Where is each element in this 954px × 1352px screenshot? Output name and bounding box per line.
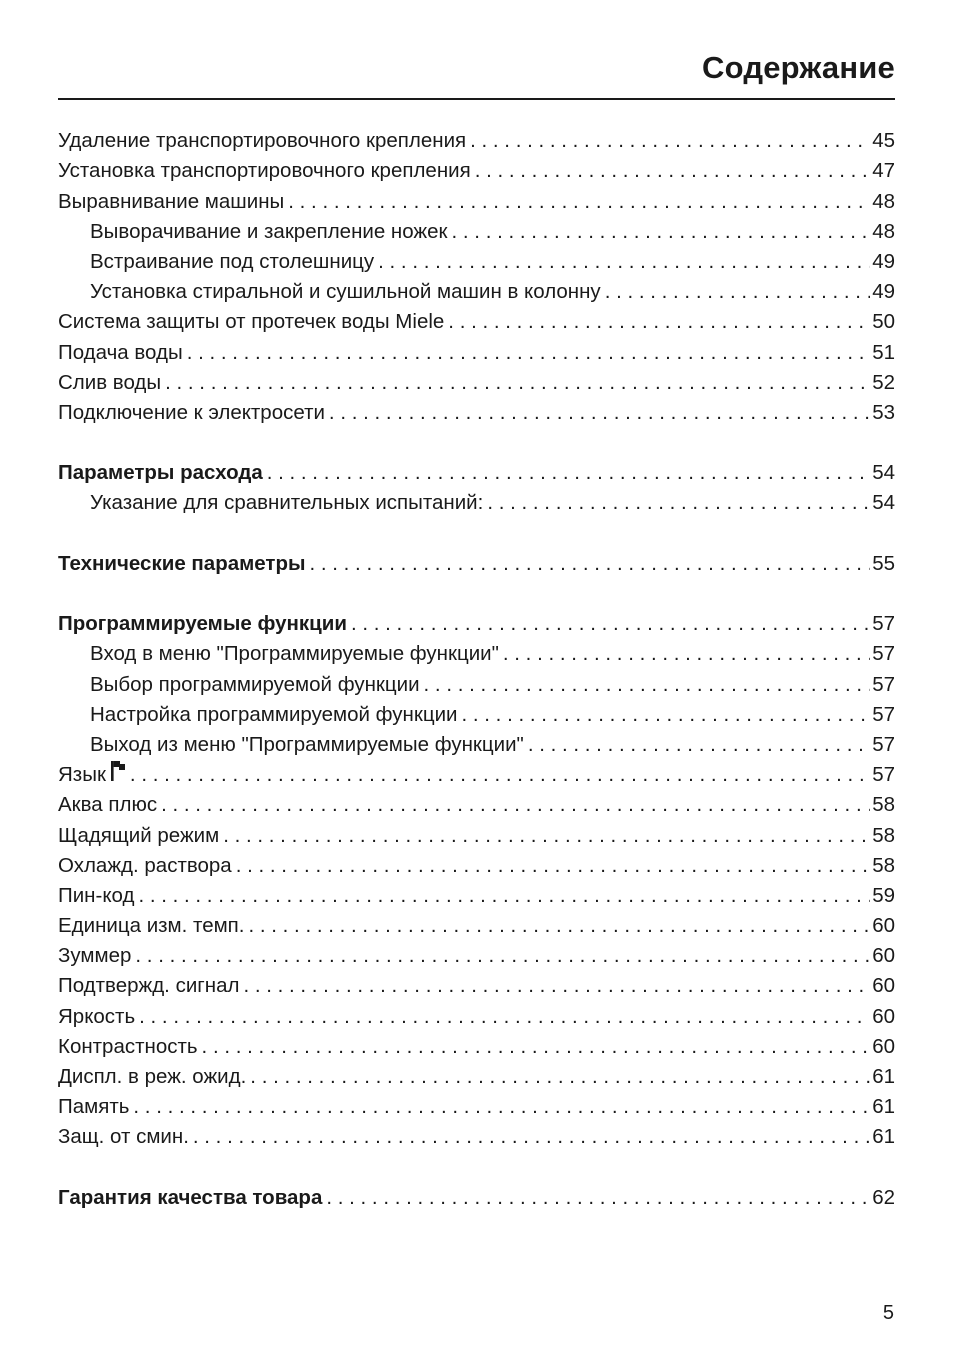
- dot-leader: [138, 882, 870, 910]
- toc-entry[interactable]: [58, 548, 895, 578]
- toc-entry-page: 61: [872, 1095, 895, 1119]
- toc-entry[interactable]: [58, 850, 895, 880]
- dot-leader: [202, 1033, 871, 1061]
- toc-entry-page: 48: [872, 189, 895, 213]
- toc-entry-label: Программируемые функции: [58, 612, 347, 636]
- toc-entry[interactable]: [58, 1121, 895, 1151]
- toc-entry-label: Единица изм. темп.: [58, 914, 245, 938]
- toc-entry[interactable]: [58, 487, 895, 517]
- dot-leader: [223, 822, 870, 850]
- toc-entry[interactable]: [58, 940, 895, 970]
- toc-entry-label: Защ. от смин.: [58, 1125, 189, 1149]
- toc-entry-page: 50: [872, 310, 895, 334]
- toc-entry-label: Диспл. в реж. ожид.: [58, 1065, 247, 1088]
- toc-entry[interactable]: [58, 668, 895, 698]
- toc-entry-label: Параметры расхода: [58, 461, 263, 485]
- dot-leader: [161, 791, 870, 819]
- toc-entry[interactable]: [58, 699, 895, 729]
- toc-entry[interactable]: [58, 185, 895, 215]
- toc-entry-label: Аква плюс: [58, 793, 158, 817]
- toc-entry[interactable]: [58, 1031, 895, 1061]
- dot-leader: [193, 1123, 870, 1151]
- toc-entry[interactable]: [58, 125, 895, 155]
- dot-leader: [267, 459, 870, 487]
- toc-entry-page: 48: [872, 219, 895, 243]
- dot-leader: [329, 399, 870, 427]
- toc-entry[interactable]: [58, 246, 895, 276]
- dot-leader: [135, 942, 870, 970]
- toc-entry-label: Выход из меню "Программируемые функции": [90, 732, 524, 756]
- toc-entry-page: 60: [872, 974, 895, 998]
- dot-leader: [470, 127, 870, 155]
- dot-leader: [248, 912, 870, 940]
- dot-leader: [351, 610, 870, 638]
- dot-leader: [243, 972, 870, 1000]
- toc-entry[interactable]: [58, 880, 895, 910]
- toc-entry[interactable]: [58, 819, 895, 849]
- toc-entry-page: 57: [872, 702, 895, 726]
- dot-leader: [462, 701, 871, 729]
- toc-entry-label: Гарантия качества товара: [58, 1185, 323, 1209]
- toc-entry-page: 60: [872, 944, 895, 968]
- toc-entry[interactable]: [58, 1000, 895, 1030]
- flag-icon: [110, 760, 126, 782]
- toc-entry-label: Удаление транспортировочного крепления: [58, 129, 467, 153]
- toc-entry-page: 45: [872, 129, 895, 153]
- toc-entry-page: 53: [872, 400, 895, 424]
- dot-leader: [309, 550, 870, 578]
- toc-entry[interactable]: [58, 1182, 895, 1212]
- toc-entry[interactable]: [58, 457, 895, 487]
- toc-entry-label: Язык: [58, 763, 106, 787]
- toc-entry-page: 54: [872, 461, 895, 485]
- toc-entry-label: Подача воды: [58, 340, 183, 364]
- toc-entry-page: 57: [872, 612, 895, 636]
- dot-leader: [133, 1093, 870, 1121]
- toc-entry[interactable]: [58, 306, 895, 336]
- toc-entry-page: 58: [872, 793, 895, 817]
- toc-entry-label: Установка транспортировочного крепления: [58, 159, 471, 183]
- dot-leader: [130, 761, 870, 789]
- toc-entry-label: Выравнивание машины: [58, 189, 285, 213]
- toc-entry-label: Вход в меню "Программируемые функции": [90, 642, 499, 666]
- dot-leader: [528, 731, 870, 759]
- toc-entry[interactable]: [58, 336, 895, 366]
- toc-entry-page: 60: [872, 1004, 895, 1028]
- toc-entry-label: Подключение к электросети: [58, 400, 325, 424]
- toc-entry[interactable]: [58, 638, 895, 668]
- toc-entry-label: Выбор программируемой функции: [90, 672, 420, 696]
- toc-entry-page: 49: [872, 280, 895, 304]
- dot-leader: [503, 640, 870, 668]
- dot-leader: [236, 852, 870, 880]
- toc-entry[interactable]: [58, 608, 895, 638]
- toc-entry-label: Слив воды: [58, 370, 162, 394]
- toc-entry-page: 51: [872, 340, 895, 364]
- title-divider: [58, 98, 895, 100]
- toc-entry[interactable]: [58, 970, 895, 1000]
- toc-entry-page: 57: [872, 672, 895, 696]
- toc-entry-label: Охлажд. раствора: [58, 853, 232, 877]
- toc-entry-label: Указание для сравнительных испытаний:: [90, 491, 484, 515]
- toc-entry-page: 60: [872, 914, 895, 938]
- toc-entry-page: 61: [872, 1125, 895, 1149]
- toc-entry-page: 49: [872, 249, 895, 273]
- toc-entry[interactable]: [58, 789, 895, 819]
- dot-leader: [139, 1003, 870, 1031]
- table-of-contents: [58, 125, 895, 1212]
- toc-entry[interactable]: [58, 910, 895, 940]
- toc-entry[interactable]: [58, 729, 895, 759]
- dot-leader: [165, 369, 870, 397]
- toc-entry-label: Пин-код: [58, 883, 135, 907]
- toc-entry-page: 58: [872, 853, 895, 877]
- toc-entry-label: Система защиты от протечек воды Miele: [58, 310, 445, 334]
- toc-entry[interactable]: [58, 1091, 895, 1121]
- page-title: Содержание: [702, 50, 895, 85]
- dot-leader: [424, 671, 871, 699]
- dot-leader: [448, 308, 870, 336]
- toc-entry-page: 59: [872, 883, 895, 907]
- toc-entry-label: Зуммер: [58, 944, 132, 968]
- toc-entry-page: 57: [872, 763, 895, 787]
- toc-entry[interactable]: [58, 276, 895, 306]
- dot-leader: [378, 248, 870, 276]
- toc-entry-label: Контрастность: [58, 1034, 198, 1058]
- toc-entry-page: 55: [872, 551, 895, 575]
- toc-entry-label: Выворачивание и закрепление ножек: [90, 219, 448, 243]
- dot-leader: [326, 1184, 870, 1212]
- toc-entry-page: 54: [872, 491, 895, 515]
- toc-entry-page: 57: [872, 732, 895, 756]
- dot-leader: [452, 218, 871, 246]
- toc-entry-page: 52: [872, 370, 895, 394]
- dot-leader: [487, 489, 870, 517]
- toc-entry-label: Технические параметры: [58, 551, 306, 575]
- dot-leader: [250, 1063, 870, 1091]
- toc-entry-label: Память: [58, 1095, 130, 1119]
- toc-entry[interactable]: [58, 1061, 895, 1091]
- dot-leader: [605, 278, 871, 306]
- toc-entry-page: 60: [872, 1034, 895, 1058]
- toc-entry-page: 62: [872, 1185, 895, 1209]
- toc-entry-page: 57: [872, 642, 895, 666]
- dot-leader: [187, 339, 871, 367]
- toc-entry-label: Щадящий режим: [58, 823, 220, 847]
- dot-leader: [475, 157, 870, 185]
- dot-leader: [288, 188, 870, 216]
- toc-entry[interactable]: [58, 155, 895, 185]
- toc-entry-page: 61: [872, 1065, 895, 1088]
- toc-entry[interactable]: [58, 759, 895, 789]
- toc-entry[interactable]: [58, 216, 895, 246]
- toc-entry[interactable]: [58, 367, 895, 397]
- toc-entry[interactable]: [58, 397, 895, 427]
- toc-entry-label: Яркость: [58, 1004, 136, 1028]
- toc-entry-label: Подтвержд. сигнал: [58, 974, 240, 998]
- toc-entry-page: 58: [872, 823, 895, 847]
- toc-entry-page: 47: [872, 159, 895, 183]
- toc-entry-label: Настройка программируемой функции: [90, 702, 458, 726]
- toc-entry-label: Встраивание под столешницу: [90, 249, 375, 273]
- toc-entry-label: Установка стиральной и сушильной машин в колонну: [90, 280, 601, 304]
- page-number: 5: [882, 1302, 894, 1324]
